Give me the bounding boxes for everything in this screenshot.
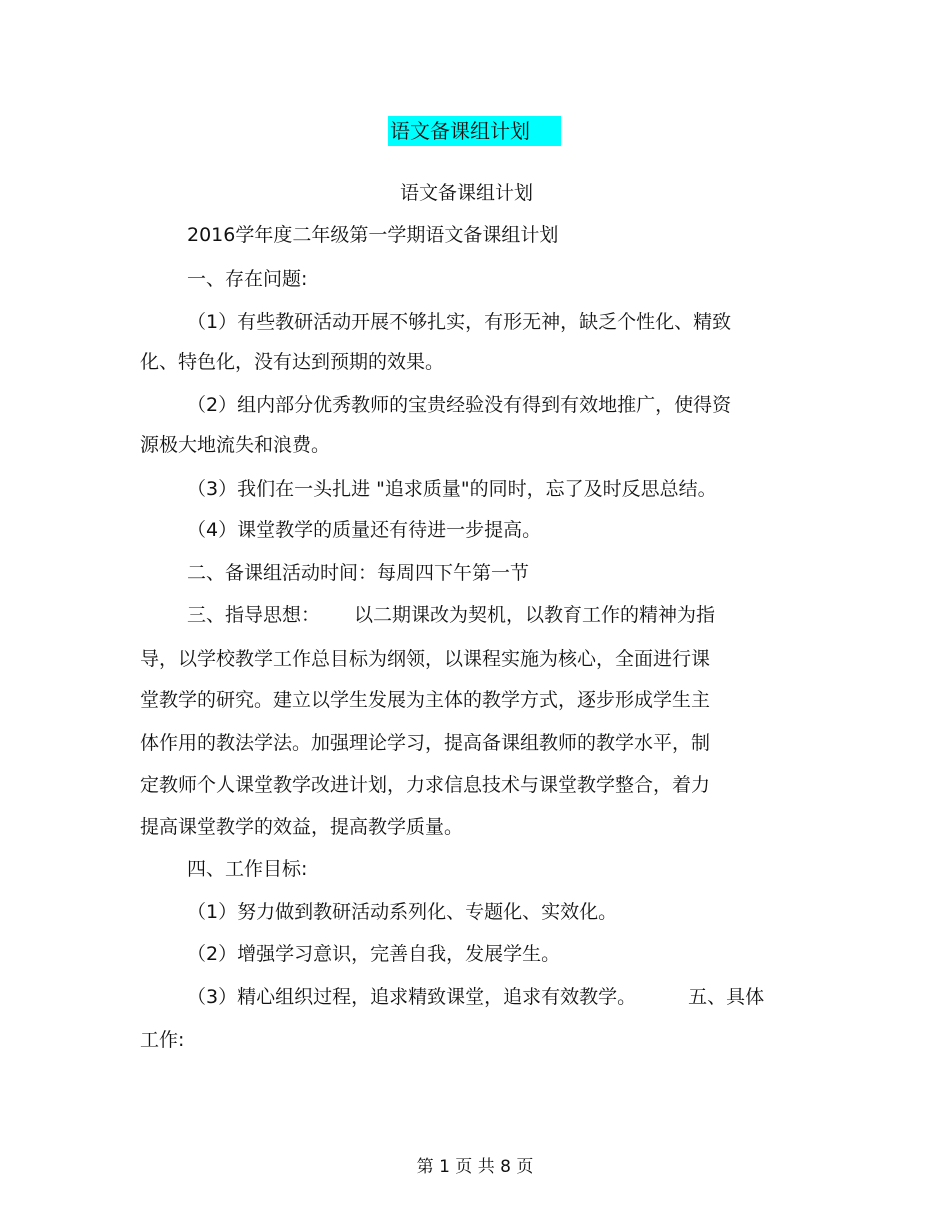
section3-line4: 体作用的教法学法。加强理论学习，提高备课组教师的教学水平，制 (140, 732, 711, 754)
section4-item3-line (187, 985, 764, 1009)
section1-item1-line1: （1）有些教研活动开展不够扎实，有形无神，缺乏个性化、精致 (187, 311, 732, 333)
section1-heading: 一、存在问题: (187, 268, 308, 290)
year-plan: 2016学年度二年级第一学期语文备课组计划 (187, 224, 559, 246)
section3-line6: 提高课堂教学的效益，提高教学质量。 (140, 816, 464, 838)
section1-item1-line2: 化、特色化，没有达到预期的效果。 (140, 351, 445, 373)
section5-heading-part1: 五、具体 (688, 986, 765, 1008)
section4-item1: （1）努力做到教研活动系列化、专题化、实效化。 (187, 901, 618, 923)
section4-heading: 四、工作目标: (187, 858, 308, 880)
section3-line3: 堂教学的研究。建立以学生发展为主体的教学方式，逐步形成学生主 (140, 689, 711, 711)
section2-text: 二、备课组活动时间：每周四下午第一节 (187, 562, 530, 584)
section1-item3: （3）我们在一头扎进 "追求质量"的同时，忘了及时反思总结。 (187, 478, 717, 500)
subtitle: 语文备课组计划 (400, 182, 534, 204)
section3-heading: 三、指导思想： (187, 604, 321, 626)
section3-line1: 以二期课改为契机，以教育工作的精神为指 (354, 604, 716, 626)
section3-first-line (187, 603, 715, 627)
section5-heading-part2: 工作: (140, 1029, 185, 1051)
section1-item4: （4）课堂教学的质量还有待进一步提高。 (187, 519, 542, 541)
section3-line5: 定教师个人课堂教学改进计划，力求信息技术与课堂教学整合，着力 (140, 774, 711, 796)
section4-item3: （3）精心组织过程，追求精致课堂，追求有效教学。 (187, 986, 637, 1008)
section1-item2-line1: （2）组内部分优秀教师的宝贵经验没有得到有效地推广，使得资 (187, 394, 732, 416)
section4-item2: （2）增强学习意识，完善自我，发展学生。 (187, 943, 561, 965)
document-title: 语文备课组计划 (388, 116, 561, 146)
section1-item2-line2: 源极大地流失和浪费。 (140, 434, 331, 456)
section3-line2: 导，以学校教学工作总目标为纲领，以课程实施为核心，全面进行课 (140, 648, 711, 670)
page-footer: 第 1 页 共 8 页 (416, 1157, 534, 1177)
